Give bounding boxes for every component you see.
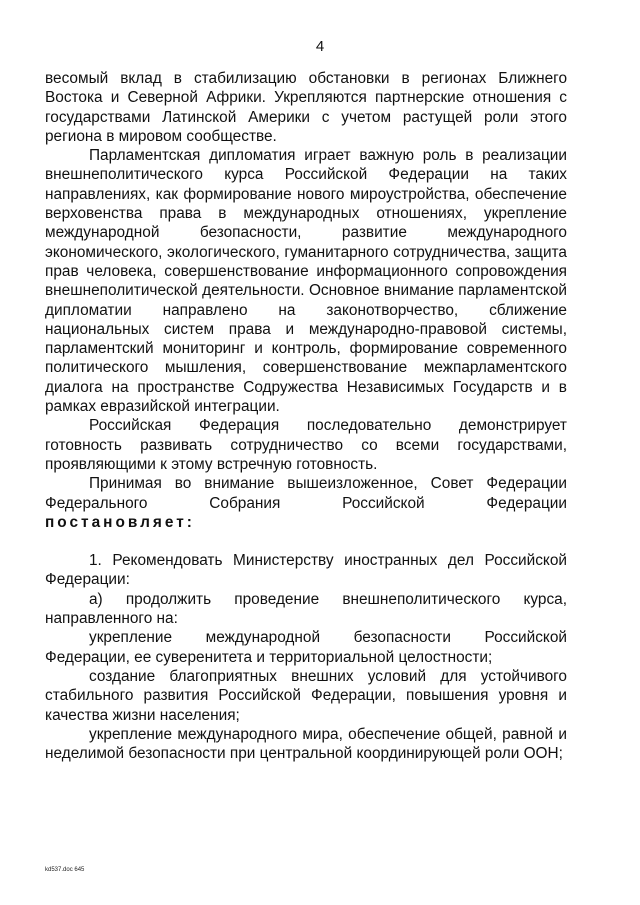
paragraph-2: Парламентская дипломатия играет важную роль в реализации внешнеполитического курса Российской Федерации на таких направлениях, как формирование нового мироустройства, обеспечение верховенства права в международных отношениях, укрепление международной безопасности, развитие международного экономического, экологического, гуманитарного сотрудничества, защита прав человека, совершенствование информационного сопровождения внешнеполитической деятельности. Основное внимание парламентской дипломатии направлено на законотворчество, сближение национальных систем права и международно-правовой системы, парламентский мониторинг и контроль, формирование современного политического мышления, совершенствование межпарламентского диалога на пространстве Содружества Независимых Государств и в рамках евразийской интеграции. [45, 147, 567, 416]
paragraph-4: Принимая во внимание вышеизложенное, Совет Федерации Федерального Собрания Российской Федерации [45, 475, 567, 512]
document-body [45, 69, 567, 763]
item-peace: укрепление международного мира, обеспечение общей, равной и неделимой безопасности при центральной координирующей роли ООН; [45, 725, 567, 763]
item-1: 1. Рекомендовать Министерству иностранных дел Российской Федерации: [45, 552, 567, 589]
footer-file-reference: kd537.doc 645 [45, 867, 85, 873]
resolves-heading [45, 513, 567, 532]
item-security: укрепление международной безопасности Российской Федерации, ее суверенитета и территориальной целостности; [45, 629, 567, 666]
page-number: 4 [315, 38, 325, 55]
item-a: а) продолжить проведение внешнеполитического курса, направленного на: [45, 590, 567, 628]
item-conditions: создание благоприятных внешних условий для устойчивого стабильного развития Российской Федерации, повышения уровня и качества жизни населения; [45, 667, 567, 724]
paragraph-3: Российская Федерация последовательно демонстрирует готовность развивать сотрудничество со всеми государствами, проявляющими к этому встречную готовность. [45, 417, 567, 473]
paragraph-1: весомый вклад в стабилизацию обстановки в регионах Ближнего Востока и Северной Африки. Укрепляются партнерские отношения с государствами Латинской Америки с учетом растущей роли этого региона в мировом сообществе. [45, 70, 567, 145]
resolves-word: постановляет: [45, 513, 195, 531]
spacer [45, 532, 567, 551]
